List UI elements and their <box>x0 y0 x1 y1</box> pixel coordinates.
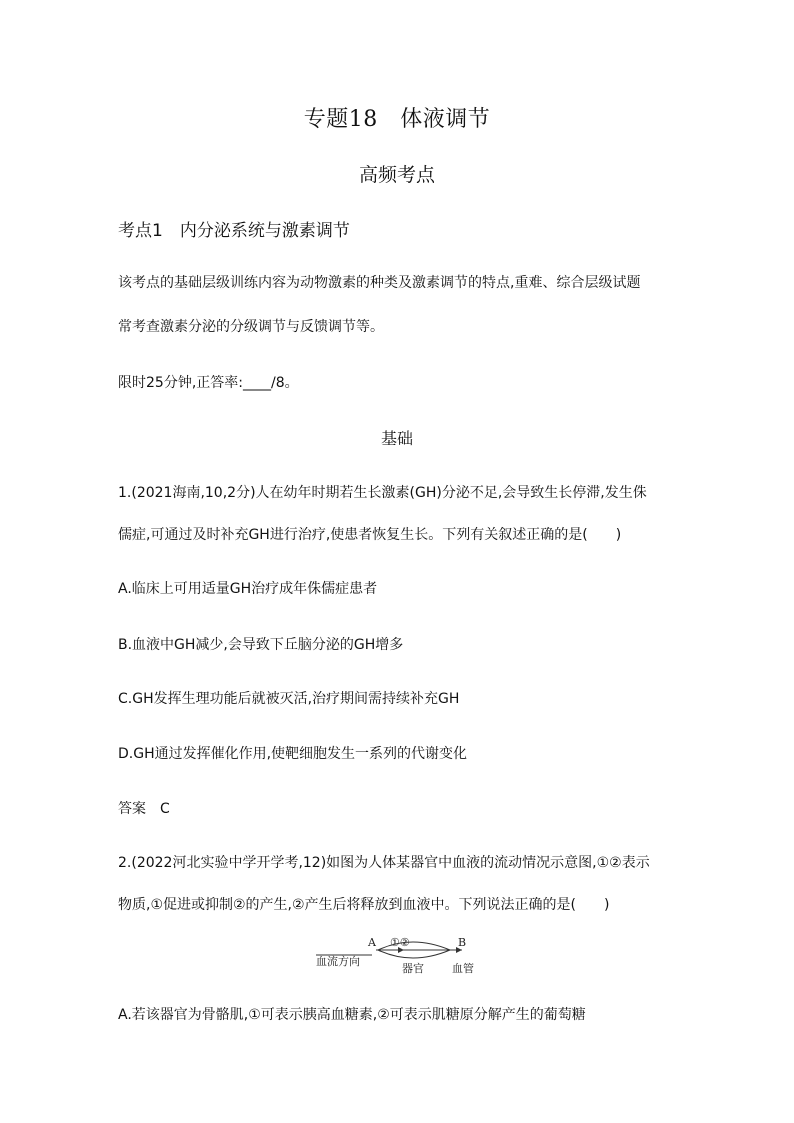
q1-stem-line-2: 儒症,可通过及时补充GH进行治疗,使患者恢复生长。下列有关叙述正确的是( ) <box>118 527 622 543</box>
diagram-label-substances: ①② <box>390 936 410 949</box>
q1-option-a: A.临床上可用适量GH治疗成年侏儒症患者 <box>118 581 378 597</box>
q1-option-d: D.GH通过发挥催化作用,使靶细胞发生一系列的代谢变化 <box>118 746 468 762</box>
q2-option-a: A.若该器官为骨骼肌,①可表示胰高血糖素,②可表示肌糖原分解产生的葡萄糖 <box>118 1007 586 1023</box>
page-subtitle: 高频考点 <box>358 164 435 186</box>
diagram-label-b: B <box>458 936 467 949</box>
q2-stem-line-1: 2.(2022河北实验中学开学考,12)如图为人体某器官中血液的流动情况示意图,①②表示 <box>118 855 650 871</box>
page-title: 专题18 体液调节 <box>303 107 491 132</box>
diagram-label-a: A <box>368 936 376 949</box>
diagram-label-organ: 器官 <box>402 962 424 975</box>
q1-option-b: B.血液中GH减少,会导致下丘脑分泌的GH增多 <box>118 637 404 653</box>
blood-flow-diagram <box>312 930 492 978</box>
q1-stem-line-1: 1.(2021海南,10,2分)人在幼年时期若生长激素(GH)分泌不足,会导致生长停滞,发生侏 <box>118 485 647 501</box>
q1-answer: 答案 C <box>118 801 170 817</box>
level-heading: 基础 <box>380 429 413 448</box>
intro-line-1: 该考点的基础层级训练内容为动物激素的种类及激素调节的特点,重难、综合层级试题 <box>118 275 641 291</box>
intro-line-2: 常考查激素分泌的分级调节与反馈调节等。 <box>118 319 384 335</box>
q2-stem-line-2: 物质,①促进或抑制②的产生,②产生后将释放到血液中。下列说法正确的是( ) <box>118 897 610 913</box>
diagram-upper-arc <box>378 942 450 950</box>
diagram-label-flow: 血流方向 <box>316 955 360 968</box>
q1-option-c: C.GH发挥生理功能后就被灭活,治疗期间需持续补充GH <box>118 691 460 707</box>
diagram-label-vessel: 血管 <box>452 962 474 975</box>
diagram-lower-arc <box>378 950 450 958</box>
section-title: 考点1 内分泌系统与激素调节 <box>118 221 350 241</box>
time-limit: 限时25分钟,正答率:____/8。 <box>118 375 299 391</box>
